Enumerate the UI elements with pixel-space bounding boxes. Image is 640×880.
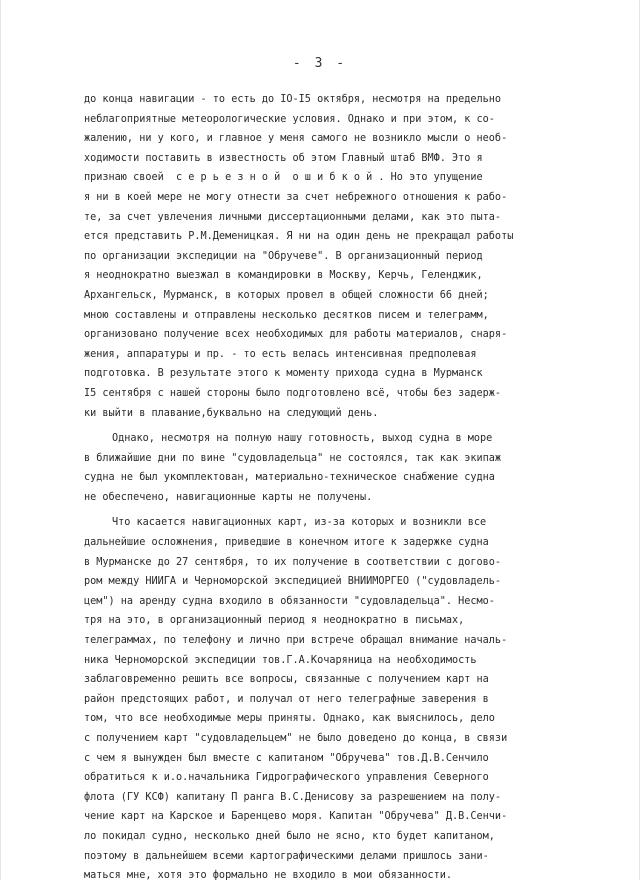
text-line: I5 сентября с нашей стороны было подготовлено всё, чтобы без задерж- (84, 387, 502, 399)
text-line: по организации экспедиции на "Обручеве". В организационный период (84, 250, 483, 262)
text-line: жения, аппаратуры и пр. - то есть велась интенсивная предполевая (84, 348, 477, 360)
text-line: тря на это, в организационный период я неоднократно в письмах, (84, 615, 465, 627)
text-line: ника Черноморской экспедиции тов.Г.А.Кочаряница на необходимость (84, 654, 477, 666)
text-line: я неоднократно выезжал в командировки в Москву, Керчь, Геленджик, (84, 270, 483, 282)
paragraph (84, 513, 604, 880)
text-line: признаю своей с е р ь е з н о й о ш и б к о й . Но это упущение (84, 172, 483, 184)
text-line: организовано получение всех необходимых для работы материалов, снаря- (84, 329, 508, 341)
text-line: не обеспечено, навигационные карты не получены. (84, 491, 373, 503)
text-line: ки выйти в плавание,буквально на следующий день. (84, 407, 379, 419)
text-line: в ближайшие дни по вине "судовладельца" не состоялся, так как экипаж (84, 452, 502, 464)
text-line: чение карт на Карское и Баренцево моря. Капитан "Обручева" Д.В.Сенчи- (84, 811, 508, 823)
text-line: обратиться к и.о.начальника Гидрографического управления Северного (84, 772, 489, 784)
text-line: район предстоящих работ, и получал от него телеграфные заверения в (84, 693, 489, 705)
text-line: флота (ГУ КСФ) капитану П ранга В.С.Денисову за разрешением на полу- (84, 791, 502, 803)
text-line: с чем я вынужден был вместе с капитаном "Обручева" тов.Д.В.Сенчило (84, 752, 489, 764)
text-line: мною составлены и отправлены несколько десятков писем и телеграмм, (84, 309, 489, 321)
text-line: маться мне, хотя это формально не входило в мои обязанности. (84, 870, 453, 880)
text-line: я ни в коей мере не могу отнести за счет небрежного отношения к рабо- (84, 191, 508, 203)
text-line: судна не был укомплектован, материально-техническое снабжение судна (84, 472, 495, 484)
text-line: Архангельск, Мурманск, в которых провел в общей сложности 66 дней; (84, 289, 489, 301)
paragraph (84, 429, 604, 507)
paragraph (84, 90, 604, 423)
text-line: те, за счет увлечения личными диссертационными делами, как это пыта- (84, 211, 502, 223)
page-number: - 3 - (292, 56, 348, 71)
text-line: дальнейшие осложнения, приведшие в конечном итоге к задержке судна (84, 537, 489, 549)
text-line: Что касается навигационных карт, из-за которых и возникли все (112, 517, 487, 529)
document-body (84, 90, 604, 880)
text-line: ром между НИИГА и Черноморской экспедицией ВНИИМОРГЕО ("судовладель- (84, 576, 502, 588)
text-line: том, что все необходимые меры приняты. Однако, как выяснилось, дело (84, 713, 495, 725)
text-line: ло покидал судно, несколько дней было не ясно, кто будет капитаном, (84, 830, 495, 842)
text-line: до конца навигации - то есть до IO-I5 октября, несмотря на предельно (84, 94, 502, 105)
text-line: ходимости поставить в известность об этом Главный штаб ВМФ. Это я (84, 152, 483, 164)
text-line: неблагоприятные метеорологические условия. Однако и при этом, к со- (84, 113, 495, 125)
text-line: с получением карт "судовладельцем" не было доведено до конца, в связи (84, 733, 508, 744)
text-line: заблаговременно решить все вопросы, связанные с получением карт на (84, 674, 489, 686)
text-line: телеграммах, по телефону и лично при встрече обращал внимание началь- (84, 635, 508, 647)
text-line: цем") на аренду судна входило в обязанности "судовладельца". Несмо- (84, 595, 495, 607)
text-line: Однако, несмотря на полную нашу готовность, выход судна в море (112, 433, 493, 445)
text-line: поэтому в дальнейшем всеми картографическими делами пришлось зани- (84, 850, 489, 862)
text-line: ется представить Р.М.Деменицкая. Я ни на один день не прекращал работы (84, 231, 514, 243)
text-line: подготовка. В результате этого к моменту прихода судна в Мурманск (84, 368, 483, 380)
text-line: жалению, ни у кого, и главное у меня самого не возникло мысли о необ- (84, 133, 508, 145)
text-line: в Мурманске до 27 сентября, то их получение в соответствии с догово- (84, 556, 502, 568)
